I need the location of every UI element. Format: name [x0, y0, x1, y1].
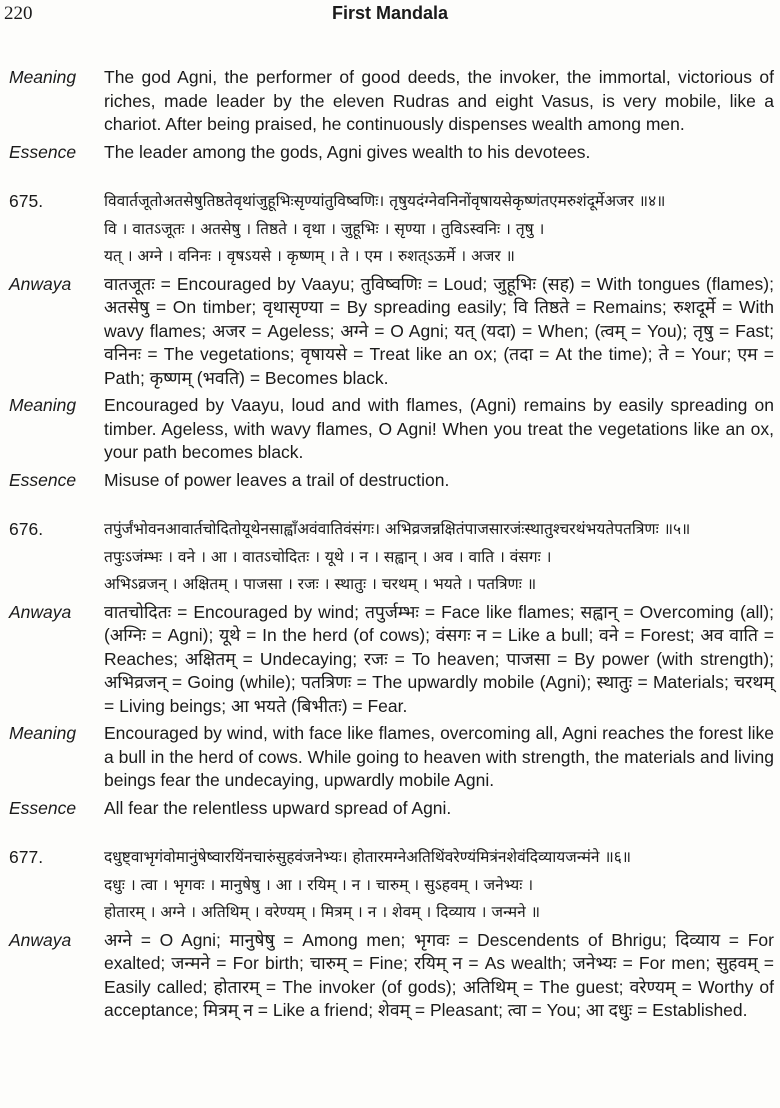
meaning-text: Encouraged by wind, with face like flames, overcoming all, Agni reaches the forest like a bull in the herd of cows. While going to heaven with strength, the materials and living beings fear the undecaying, upwardly mobile Agni. — [104, 723, 774, 790]
block-label: Anwaya — [9, 601, 72, 622]
essence-text: Misuse of power leaves a trail of destruction. — [104, 469, 450, 490]
block-label: Anwaya — [9, 273, 72, 294]
block-label: Meaning — [9, 395, 77, 415]
block-label: Meaning — [9, 67, 77, 87]
block-label: Essence — [9, 797, 77, 818]
essence-block — [0, 141, 780, 165]
anwaya-text: वातजूतः = Encouraged by Vaayu; तुविष्वणिः = Loud; जुहूभिः (सह) = With tongues (flames); अतसेषु = On timber; वृथासृण्या = By spreading easily; वि तिष्ठते = Remains; रुशदूर्मे = With wavy flames; अजर = Ageless; अग्ने = O Agni; यत् (यदा) = When; (त्वम् = You); तृषु = Fast; वनिनः = The vegetations; वृषायसे = Treat like an ox; (तदा = At the time); ते = Your; एम = Path; कृष्णम् (भवति) = Becomes black. — [104, 273, 774, 388]
verse-line — [0, 518, 780, 542]
block-label: Essence — [9, 141, 77, 162]
sanskrit-text: अभिऽव्रजन् । अक्षितम् । पाजसा । रजः । स्थातुः । चरथम् । भयते । पतत्रिणः ॥ — [104, 575, 537, 593]
essence-text: The leader among the gods, Agni gives wealth to his devotees. — [104, 141, 591, 162]
verse-number: 676. — [9, 519, 44, 539]
anwaya-block — [0, 273, 780, 391]
anwaya-block — [0, 601, 780, 719]
block-label: Meaning — [9, 723, 77, 743]
section-gap — [0, 824, 780, 846]
verse-line — [0, 901, 780, 925]
verse-line — [0, 218, 780, 242]
verse-number — [0, 218, 104, 242]
essence-text: All fear the relentless upward spread of Agni. — [104, 797, 452, 818]
verse-number: 675. — [9, 191, 44, 211]
verse-line — [0, 846, 780, 870]
essence-block — [0, 797, 780, 821]
verse-number — [0, 546, 104, 570]
verse-number — [0, 245, 104, 269]
verse-line — [0, 874, 780, 898]
verse-number — [0, 901, 104, 925]
meaning-block — [0, 394, 780, 465]
sanskrit-text: दधुष्ट्वाभृगंवोमानुंषेष्वारयिंनचारुंसुहवंजनेभ्यः। होतारमग्नेअतिथिंवरेण्यंमित्रंनशेवंदिव्यायजन्मंने ॥६॥ — [104, 848, 632, 866]
meaning-block — [0, 722, 780, 793]
verse-number — [0, 573, 104, 597]
verse-line — [0, 546, 780, 570]
anwaya-text: वातचोदितः = Encouraged by wind; तपुर्जम्भः = Face like flames; सह्वान् = Overcoming (all); (अग्निः = Agni); यूथे = In the herd (of cows); वंसगः न = Like a bull; वने = Forest; अव वाति = Reaches; अक्षितम् = Undecaying; रजः = To heaven; पाजसा = By power (with strength); अभिव्रजन् = Going (while); पतत्रिणः = The upwardly mobile (Agni); स्थातुः = Materials; चरथम् = Living beings; आ भयते (बिभीतः) = Fear. — [104, 601, 774, 716]
meaning-text: The god Agni, the performer of good deeds, the invoker, the immortal, victorious of riches, made leader by the eleven Rudras and eight Vasus, is very mobile, like a chariot. After being praised, he continuously dispenses wealth among men. — [104, 67, 774, 134]
verse-number — [0, 874, 104, 898]
section-gap — [0, 168, 780, 190]
verse-number: 677. — [9, 847, 44, 867]
sanskrit-text: यत् । अग्ने । वनिनः । वृषऽयसे । कृष्णम् । ते । एम । रुशत्ऽऊर्मे । अजर ॥ — [104, 247, 515, 265]
page-number: 220 — [4, 3, 33, 24]
anwaya-block — [0, 929, 780, 1023]
sanskrit-text: वि । वातऽजूतः । अतसेषु । तिष्ठते । वृथा । जुहूभिः । सृण्या । तुविऽस्वनिः । तृषु । — [104, 219, 545, 238]
essence-block — [0, 469, 780, 493]
meaning-block — [0, 66, 780, 137]
sanskrit-text: तपुःऽजंम्भः । वने । आ । वातऽचोदितः । यूथे । न । सह्वान् । अव । वाति । वंसगः । — [104, 547, 552, 566]
block-label: Essence — [9, 469, 77, 490]
section-gap — [0, 496, 780, 518]
sanskrit-text: दधुः । त्वा । भृगवः । मानुषेषु । आ । रयिम् । न । चारुम् । सुऽहवम् । जनेभ्यः । — [104, 875, 534, 894]
sanskrit-text: विवार्तजूतोअतसेषुतिष्ठतेवृथांजुहूभिःसृण्यांतुविष्वणिः। तृषुयदंग्नेवनिनोंवृषायसेकृष्णंतएमरुशंदूर्मेअजर ॥४॥ — [104, 192, 666, 210]
verse-line — [0, 573, 780, 597]
verse-line — [0, 190, 780, 214]
page-content — [0, 66, 780, 1027]
anwaya-text: अग्ने = O Agni; मानुषेषु = Among men; भृगवः = Descendents of Bhrigu; दिव्याय = For exalted; जन्मने = For birth; चारुम् = Fine; रयिम् न = As wealth; जनेभ्यः = For men; सुहवम् = Easily called; होतारम् = The invoker (of gods); अतिथिम् = The guest; वरेण्यम् = Worthy of acceptance; मित्रम् न = Like a friend; शेवम् = Pleasant; त्वा = You; आ दधुः = Established. — [104, 929, 774, 1020]
block-label: Anwaya — [9, 929, 72, 950]
meaning-text: Encouraged by Vaayu, loud and with flames, (Agni) remains by easily spreading on timber. Ageless, with wavy flames, O Agni! When you treat the vegetations like an ox, your path becomes black. — [104, 395, 774, 462]
page-header — [0, 2, 780, 24]
running-title: First Mandala — [331, 3, 449, 23]
verse-line — [0, 245, 780, 269]
sanskrit-text: तपुंर्जंभोवनआवार्तचोदितोयूथेनसाह्वाँअवंवातिवंसंगः। अभिव्रजन्नक्षितंपाजसारजंःस्थातुश्चरथंभयतेपतत्रिणः ॥५॥ — [104, 520, 691, 538]
sanskrit-text: होतारम् । अग्ने । अतिथिम् । वरेण्यम् । मित्रम् । न । शेवम् । दिव्याय । जन्मने ॥ — [104, 903, 540, 921]
